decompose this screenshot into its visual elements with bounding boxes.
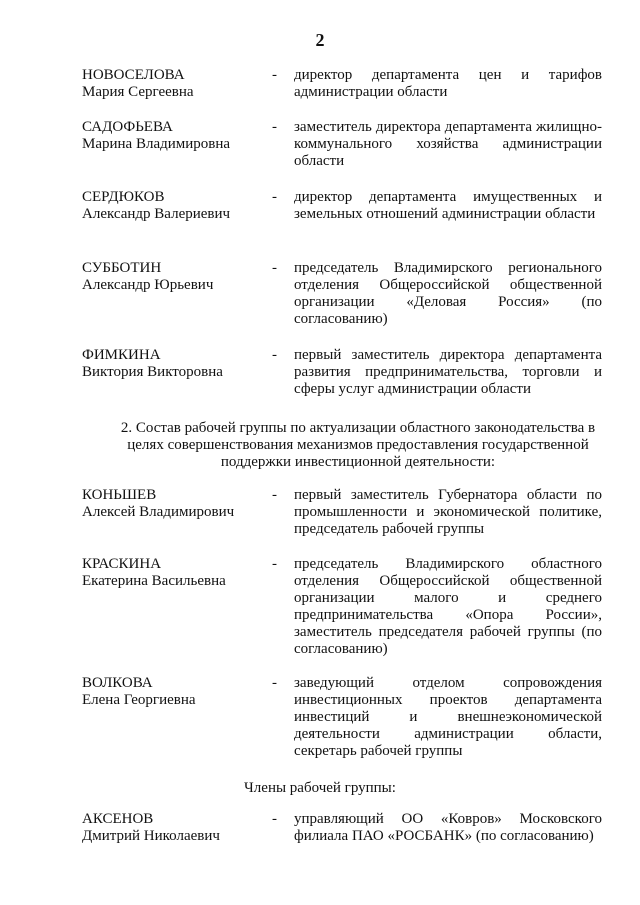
person-surname: КРАСКИНА xyxy=(82,556,162,572)
person-given-name: Виктория Викторовна xyxy=(82,364,223,380)
person-name xyxy=(82,260,262,294)
separator-dash: - xyxy=(272,675,277,691)
person-name xyxy=(82,556,262,590)
person-given-name: Екатерина Васильевна xyxy=(82,573,226,589)
person-role: директор департамента имущественных и земельных отношений администрации области xyxy=(294,189,602,222)
separator-dash: - xyxy=(272,119,277,135)
person-given-name: Дмитрий Николаевич xyxy=(82,828,220,844)
person-role: председатель Владимирского областного отделения Общероссийской общественной организации малого и среднего предпринимательства «Опора России», заместитель председателя рабочей группы (по согласованию) xyxy=(294,556,602,657)
person-role: первый заместитель Губернатора области по промышленности и экономической политике, председатель рабочей группы xyxy=(294,487,602,537)
members-heading: Члены рабочей группы: xyxy=(244,780,396,796)
separator-dash: - xyxy=(272,189,277,205)
section-heading: 2. Состав рабочей группы по актуализации областного законодательства в целях совершенствования механизмов предоставления государственной поддержки инвестиционной деятельности: xyxy=(120,420,596,470)
person-role: директор департамента цен и тарифов администрации области xyxy=(294,67,602,100)
separator-dash: - xyxy=(272,260,277,276)
page-number: 2 xyxy=(315,30,325,50)
person-name xyxy=(82,487,262,521)
person-name xyxy=(82,811,262,845)
person-given-name: Александр Валериевич xyxy=(82,206,231,222)
person-role: председатель Владимирского регионального отделения Общероссийской общественной организации «Деловая Россия» (по согласованию) xyxy=(294,260,602,327)
person-name xyxy=(82,67,262,101)
person-surname: КОНЬШЕВ xyxy=(82,487,157,503)
person-surname: СЕРДЮКОВ xyxy=(82,189,165,205)
separator-dash: - xyxy=(272,67,277,83)
person-role: управляющий ОО «Ковров» Московского филиала ПАО «РОСБАНК» (по согласованию) xyxy=(294,811,602,844)
person-given-name: Марина Владимировна xyxy=(82,136,231,152)
person-name xyxy=(82,189,262,223)
person-surname: НОВОСЕЛОВА xyxy=(82,67,185,83)
person-name xyxy=(82,119,262,153)
person-surname: СУББОТИН xyxy=(82,260,162,276)
person-given-name: Мария Сергеевна xyxy=(82,84,194,100)
separator-dash: - xyxy=(272,811,277,827)
person-given-name: Алексей Владимирович xyxy=(82,504,235,520)
person-surname: ФИМКИНА xyxy=(82,347,161,363)
person-given-name: Александр Юрьевич xyxy=(82,277,214,293)
person-role: заместитель директора департамента жилищно-коммунального хозяйства администрации области xyxy=(294,119,602,169)
person-given-name: Елена Георгиевна xyxy=(82,692,196,708)
person-role: первый заместитель директора департамента развития предпринимательства, торговли и сферы услуг администрации области xyxy=(294,347,602,397)
person-name xyxy=(82,347,262,381)
person-surname: САДОФЬЕВА xyxy=(82,119,173,135)
separator-dash: - xyxy=(272,487,277,503)
separator-dash: - xyxy=(272,347,277,363)
person-surname: ВОЛКОВА xyxy=(82,675,153,691)
person-role: заведующий отделом сопровождения инвестиционных проектов департамента инвестиций и внешнеэкономической деятельности администрации области, секретарь рабочей группы xyxy=(294,675,602,759)
person-name xyxy=(82,675,262,709)
person-surname: АКСЕНОВ xyxy=(82,811,154,827)
separator-dash: - xyxy=(272,556,277,572)
